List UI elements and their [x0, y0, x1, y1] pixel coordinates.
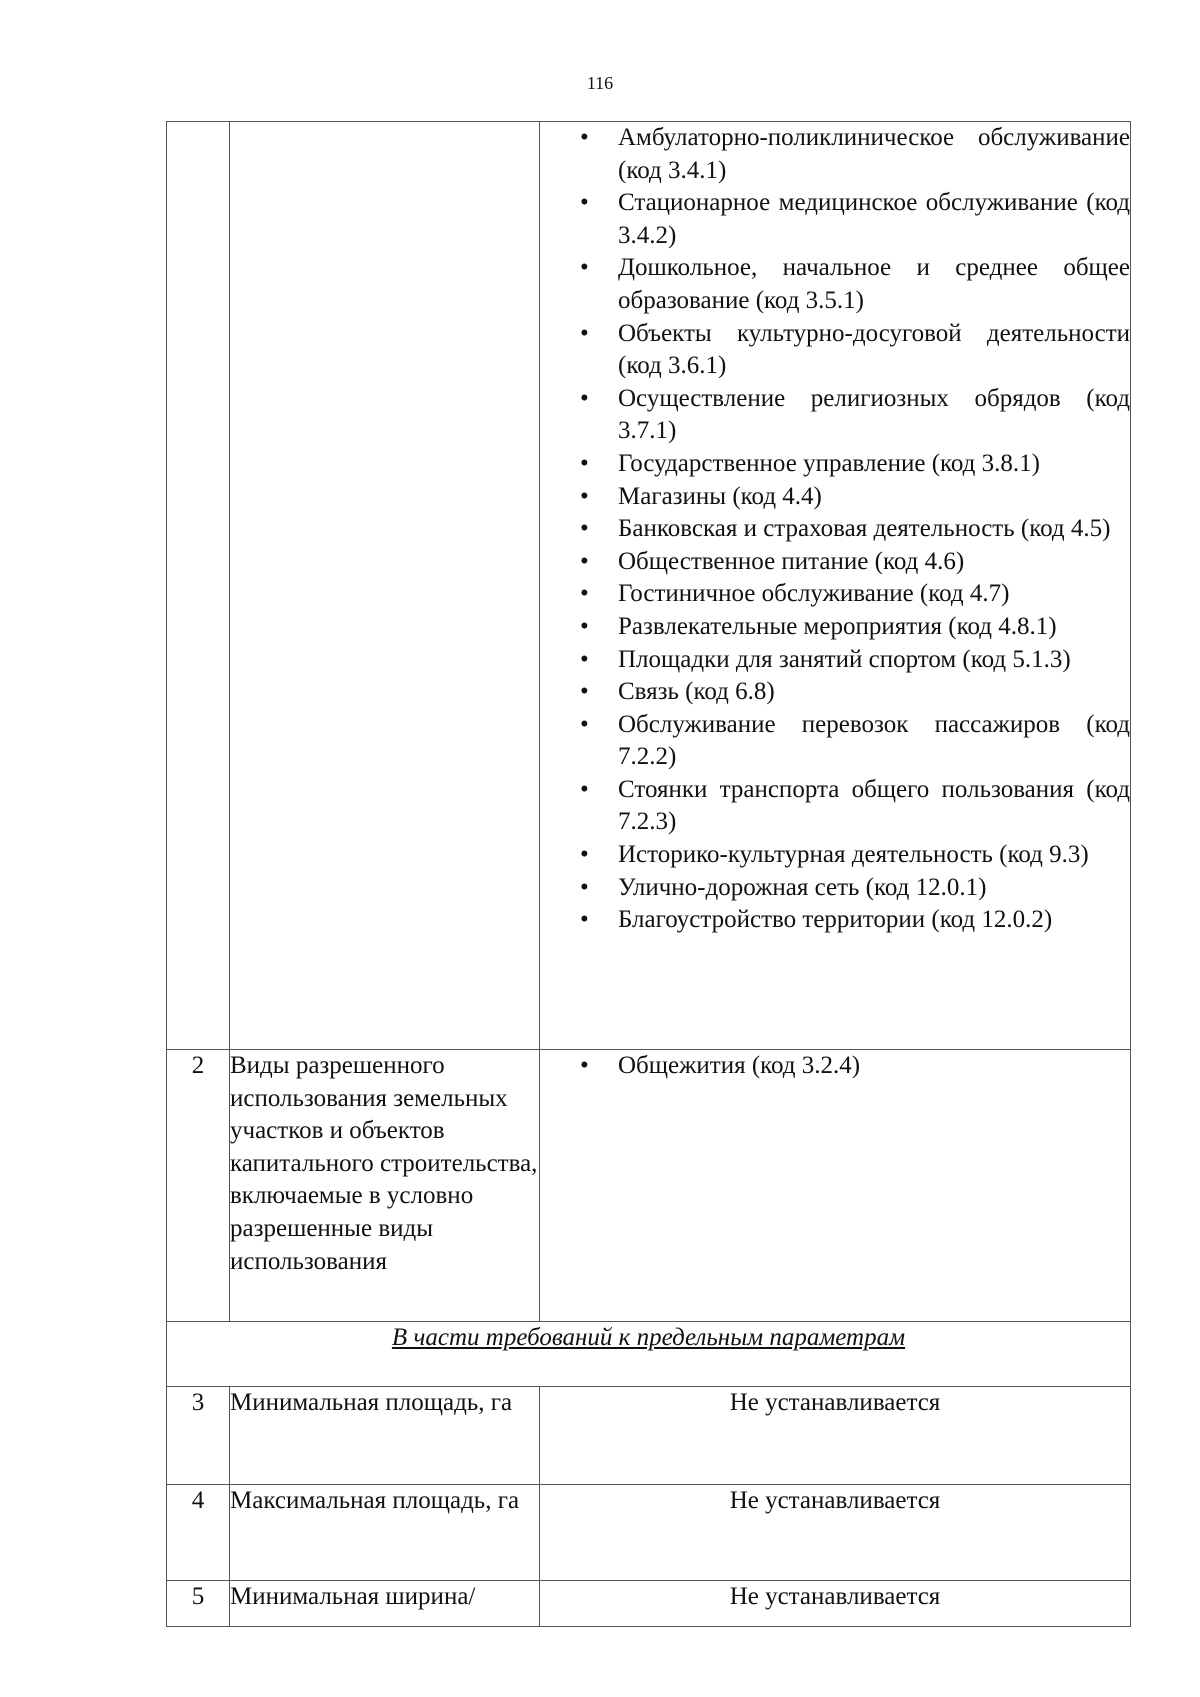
list-item-text: Амбулаторно-поликлиническое обслуживание (код 3.4.1) — [618, 124, 1130, 184]
list-item-text: Гостиничное обслуживание (код 4.7) — [618, 580, 1010, 608]
conditional-uses-list — [540, 1050, 1130, 1083]
list-item-text: Дошкольное, начальное и среднее общее образование (код 3.5.1) — [618, 254, 1130, 314]
bullet-icon: • — [580, 906, 589, 934]
section-header-row — [167, 1322, 1131, 1387]
parameter-value-cell: Не устанавливается — [540, 1581, 1131, 1627]
bullet-icon: • — [580, 710, 589, 738]
list-item — [540, 644, 1130, 677]
list-item-text: Развлекательные мероприятия (код 4.8.1) — [618, 612, 1057, 640]
parameter-name-cell: Виды разрешенного использования земельных участков и объектов капитального строительства, включаемые в условно разрешенные виды использования — [230, 1050, 540, 1322]
list-item-text: Благоустройство территории (код 12.0.2) — [618, 906, 1053, 934]
parameter-name-cell — [230, 122, 540, 1050]
bullet-icon: • — [580, 449, 589, 477]
bullet-icon: • — [580, 580, 589, 608]
parameter-value-cell: Не устанавливается — [540, 1387, 1131, 1485]
permitted-uses-cell — [540, 122, 1131, 1050]
list-item — [540, 481, 1130, 514]
table-row-continued — [167, 122, 1131, 1050]
list-item-text: Площадки для занятий спортом (код 5.1.3) — [618, 645, 1071, 673]
table-row-4 — [167, 1485, 1131, 1581]
section-header: В части требований к предельным параметрам — [167, 1322, 1131, 1387]
list-item — [540, 839, 1130, 872]
bullet-icon: • — [580, 384, 589, 412]
list-item-text: Стационарное медицинское обслуживание (код 3.4.2) — [618, 189, 1130, 249]
row-number-cell: 2 — [167, 1050, 230, 1322]
list-item — [540, 611, 1130, 644]
list-item — [540, 578, 1130, 611]
list-item — [540, 252, 1130, 317]
bullet-icon: • — [580, 873, 589, 901]
row-number-cell: 4 — [167, 1485, 230, 1581]
conditional-uses-cell — [540, 1050, 1131, 1322]
list-item-text: Государственное управление (код 3.8.1) — [618, 449, 1040, 477]
parameter-name-cell: Минимальная ширина/ — [230, 1581, 540, 1627]
bullet-icon: • — [580, 254, 589, 282]
regulations-table — [166, 121, 1131, 1627]
list-item — [540, 1050, 1130, 1083]
list-item-text: Историко-культурная деятельность (код 9.3) — [618, 841, 1089, 869]
row-number-cell: 5 — [167, 1581, 230, 1627]
list-item — [540, 546, 1130, 579]
bullet-icon: • — [580, 124, 589, 151]
list-item-text: Общежития (код 3.2.4) — [618, 1052, 861, 1079]
bullet-icon: • — [580, 1052, 589, 1079]
row-number-cell — [167, 122, 230, 1050]
parameter-name-cell: Максимальная площадь, га — [230, 1485, 540, 1581]
list-item-text: Связь (код 6.8) — [618, 678, 775, 706]
bullet-icon: • — [580, 547, 589, 575]
bullet-icon: • — [580, 775, 589, 803]
table-row-5 — [167, 1581, 1131, 1627]
list-item — [540, 383, 1130, 448]
list-item-text: Общественное питание (код 4.6) — [618, 547, 965, 575]
list-item — [540, 676, 1130, 709]
list-item-text: Стоянки транспорта общего пользования (код 7.2.3) — [618, 775, 1130, 836]
bullet-icon: • — [580, 319, 589, 347]
bullet-icon: • — [580, 841, 589, 869]
list-item — [540, 872, 1130, 905]
list-item — [540, 122, 1130, 187]
list-item — [540, 904, 1130, 937]
list-item — [540, 448, 1130, 481]
list-item — [540, 513, 1130, 546]
list-item — [540, 774, 1130, 839]
parameter-name-cell: Минимальная площадь, га — [230, 1387, 540, 1485]
list-item-text: Объекты культурно-досуговой деятельности (код 3.6.1) — [618, 319, 1130, 380]
bullet-icon: • — [580, 612, 589, 640]
permitted-uses-list — [540, 122, 1130, 937]
bullet-icon: • — [580, 678, 589, 706]
bullet-icon: • — [580, 645, 589, 673]
bullet-icon: • — [580, 189, 589, 217]
table-row-3 — [167, 1387, 1131, 1485]
parameter-value-cell: Не устанавливается — [540, 1485, 1131, 1581]
list-item-text: Магазины (код 4.4) — [618, 482, 822, 510]
table-row-2 — [167, 1050, 1131, 1322]
list-item-text: Обслуживание перевозок пассажиров (код 7.2.2) — [618, 710, 1130, 771]
list-item-text: Улично-дорожная сеть (код 12.0.1) — [618, 873, 987, 901]
bullet-icon: • — [580, 515, 589, 543]
list-item-text: Осуществление религиозных обрядов (код 3.7.1) — [618, 384, 1130, 445]
list-item — [540, 318, 1130, 383]
list-item — [540, 187, 1130, 252]
page-number: 116 — [586, 73, 614, 93]
bullet-icon: • — [580, 482, 589, 510]
list-item — [540, 709, 1130, 774]
row-number-cell: 3 — [167, 1387, 230, 1485]
list-item-text: Банковская и страховая деятельность (код 4.5) — [618, 515, 1111, 543]
